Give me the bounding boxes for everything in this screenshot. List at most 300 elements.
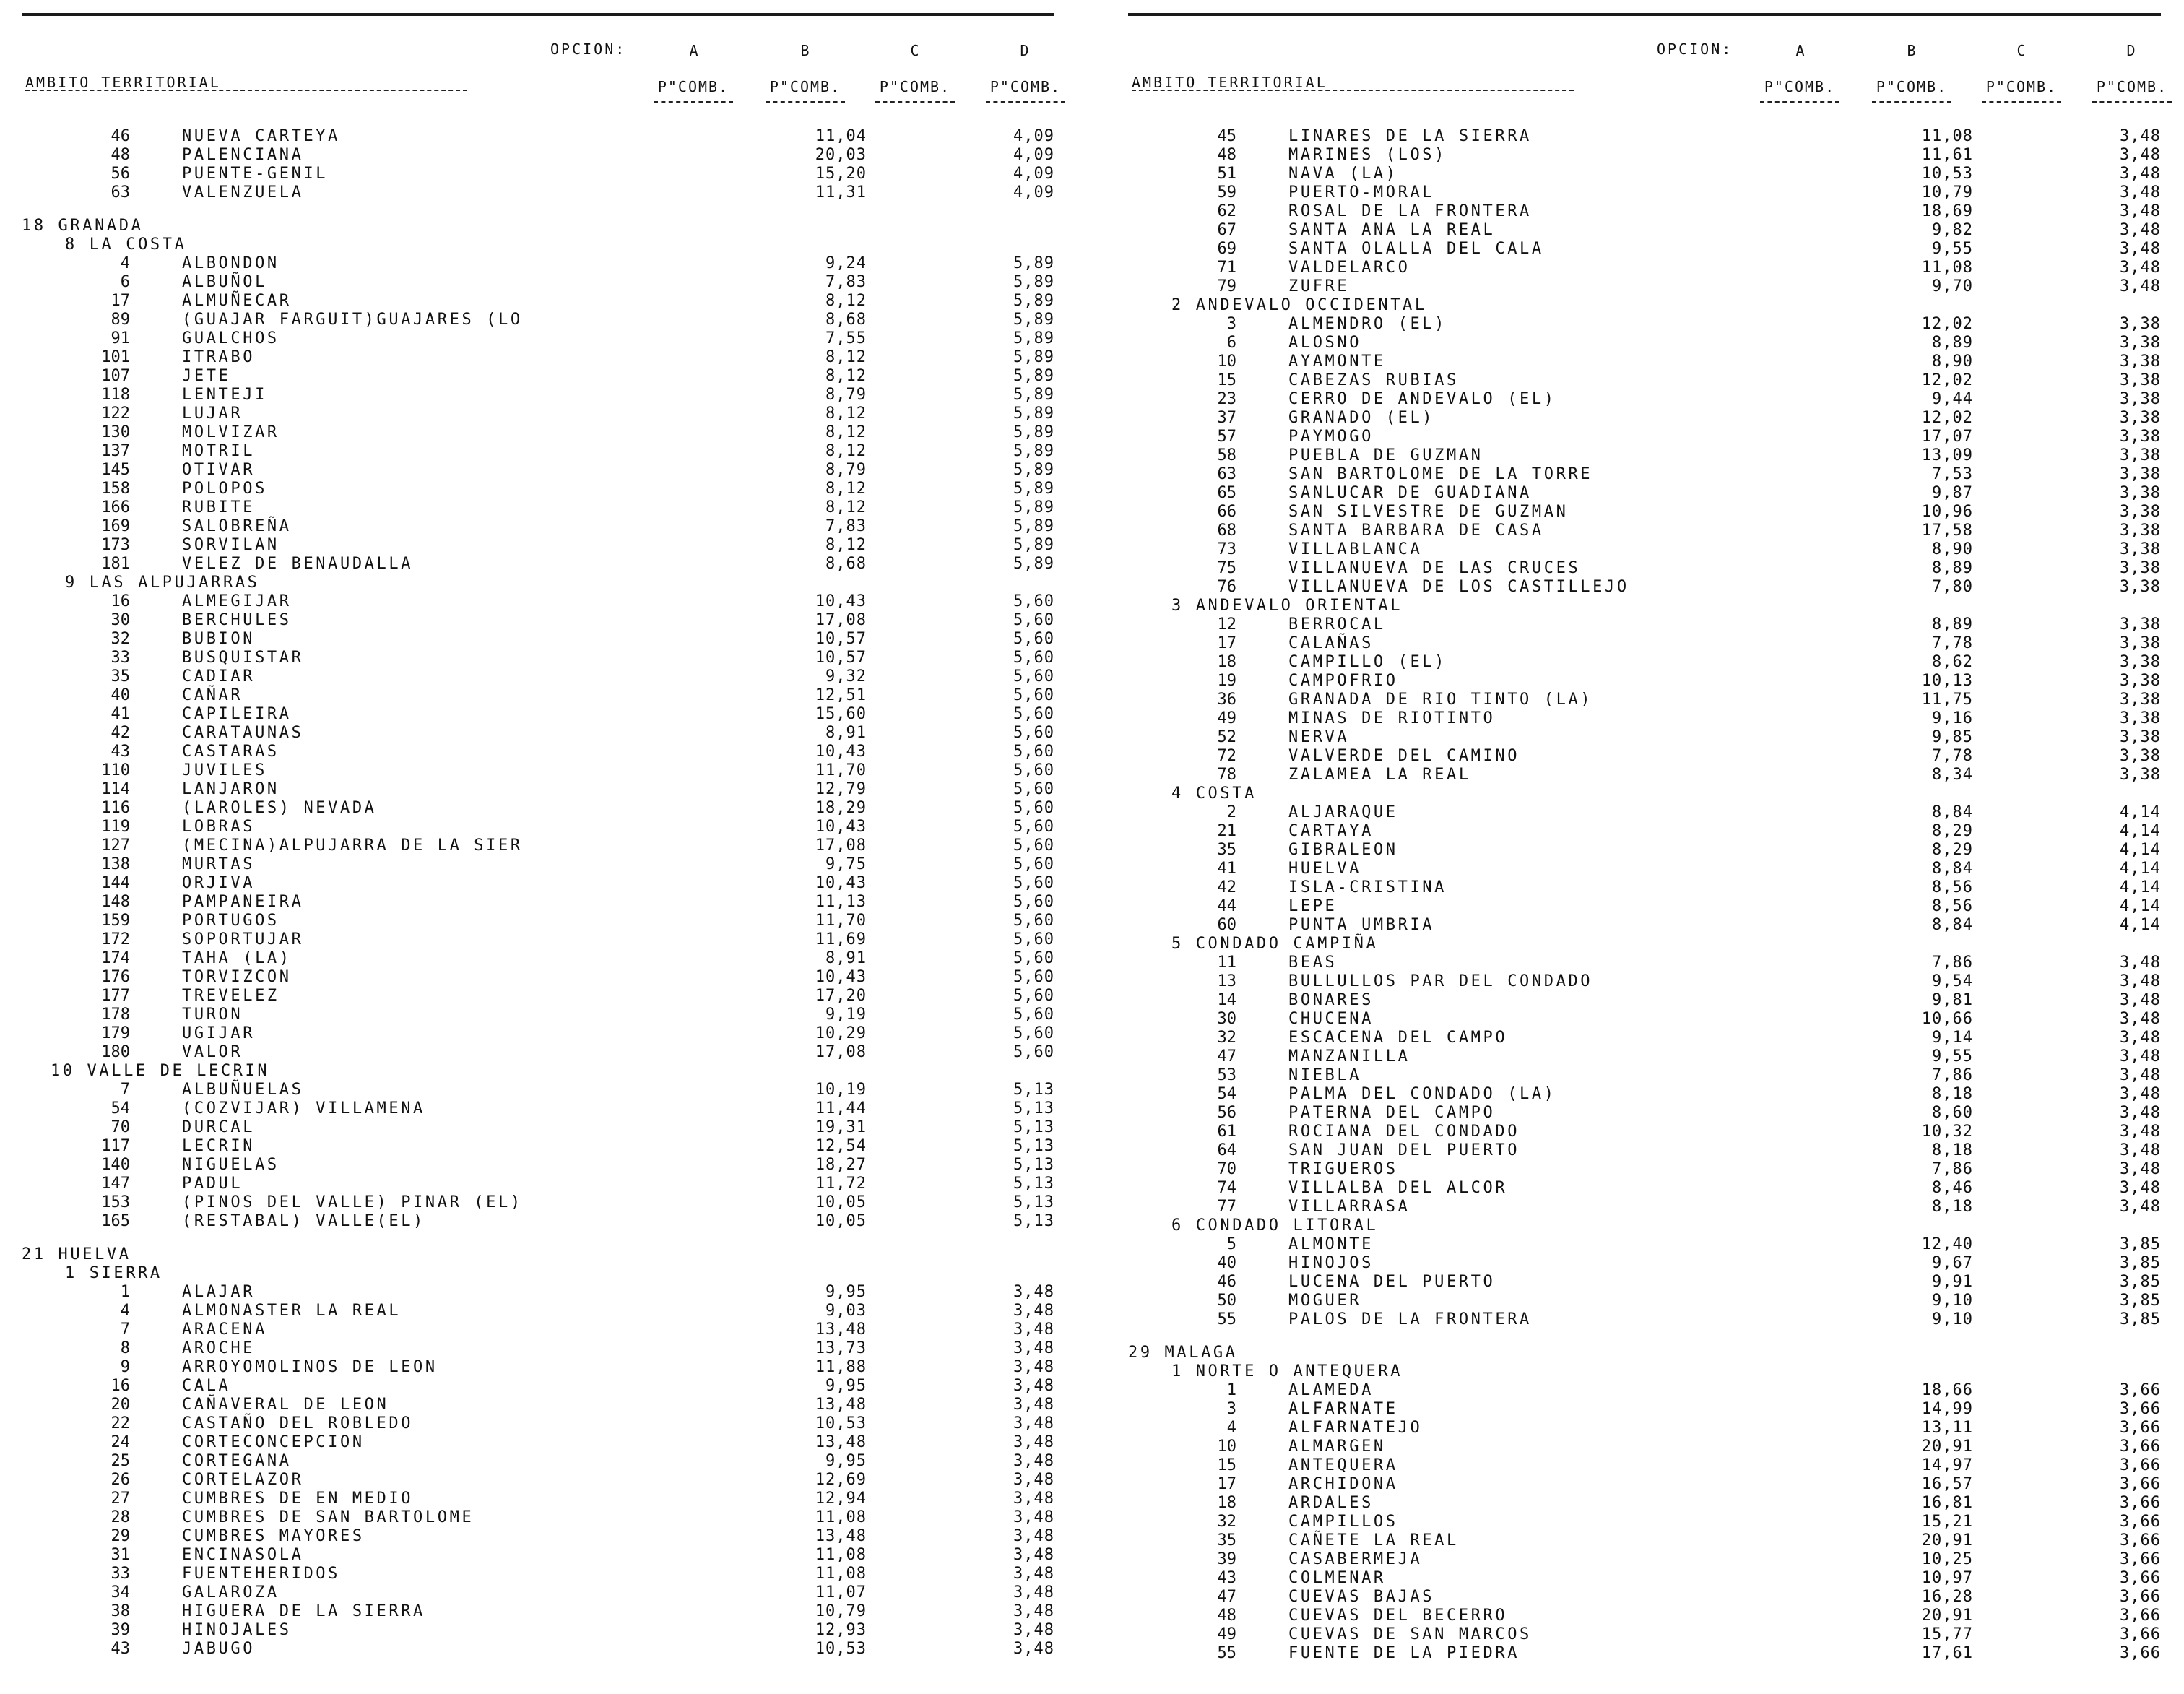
table-row — [1128, 522, 2168, 540]
option-d-value: 3,38 — [2120, 653, 2161, 671]
municipality-name: ALMARGEN — [1288, 1438, 1386, 1456]
option-b-value: 13,11 — [1921, 1419, 1973, 1437]
table-row — [22, 536, 1062, 555]
option-d-value: 3,66 — [2120, 1569, 2161, 1587]
table-row — [22, 165, 1062, 183]
option-b-value: 8,12 — [826, 292, 867, 310]
option-d-value: 3,48 — [2120, 165, 2161, 183]
municipality-name: TORVIZCON — [182, 968, 292, 986]
municipality-code: 36 — [1217, 691, 1236, 709]
table-row — [1128, 1085, 2168, 1104]
municipality-name: RUBITE — [182, 498, 256, 517]
comarca-heading-row — [1128, 1362, 2168, 1381]
option-d-value: 3,38 — [2120, 446, 2161, 464]
comb-header-c: P"COMB. — [1985, 78, 2058, 95]
municipality-name: CASABERMEJA — [1288, 1550, 1423, 1568]
option-d-value: 3,48 — [2120, 146, 2161, 164]
municipality-code: 7 — [120, 1321, 130, 1339]
comarca-heading-row — [22, 1264, 1062, 1283]
option-b-value: 12,69 — [815, 1471, 867, 1489]
municipality-code: 59 — [1217, 183, 1236, 202]
table-row — [22, 649, 1062, 667]
municipality-code: 14 — [1217, 991, 1236, 1009]
option-b-value: 8,68 — [826, 311, 867, 329]
option-b-value: 10,43 — [815, 743, 867, 761]
table-row — [22, 930, 1062, 949]
comarca-heading: 5 CONDADO CAMPIÑA — [1171, 935, 1379, 953]
option-d-value: 5,60 — [1013, 705, 1054, 723]
municipality-name: GUALCHOS — [182, 329, 280, 347]
option-d-value: 3,48 — [2120, 183, 2161, 202]
municipality-name: LUJAR — [182, 405, 243, 423]
option-d-value: 3,66 — [2120, 1531, 2161, 1550]
table-row — [1128, 803, 2168, 822]
municipality-code: 101 — [101, 348, 130, 366]
option-b-value: 8,12 — [826, 498, 867, 517]
option-b-value: 10,53 — [815, 1414, 867, 1432]
province-heading: 18 GRANADA — [22, 217, 144, 235]
municipality-name: TURON — [182, 1006, 243, 1024]
municipality-code: 140 — [101, 1156, 130, 1174]
table-row — [1128, 672, 2168, 691]
option-d-value: 5,89 — [1013, 329, 1054, 347]
option-d-value: 5,60 — [1013, 874, 1054, 892]
table-row — [1128, 1475, 2168, 1494]
option-b-value: 8,91 — [826, 949, 867, 967]
municipality-name: ZALAMEA LA REAL — [1288, 766, 1471, 784]
municipality-name: CARTAYA — [1288, 822, 1374, 840]
option-b-value: 9,03 — [826, 1302, 867, 1320]
table-row — [22, 1396, 1062, 1414]
option-d-value: 3,48 — [2120, 1010, 2161, 1028]
option-b-value: 9,70 — [1932, 277, 1973, 295]
option-d-value: 3,48 — [2120, 954, 2161, 972]
municipality-name: CUEVAS BAJAS — [1288, 1588, 1435, 1606]
option-b-value: 18,27 — [815, 1156, 867, 1174]
municipality-name: MARINES (LOS) — [1288, 146, 1447, 164]
option-d-value: 3,38 — [2120, 484, 2161, 502]
table-row — [22, 1024, 1062, 1043]
table-row — [1128, 428, 2168, 446]
option-d-value: 3,48 — [2120, 1085, 2161, 1103]
municipality-name: ARCHIDONA — [1288, 1475, 1398, 1493]
option-b-value: 10,32 — [1921, 1123, 1973, 1141]
table-row — [22, 1527, 1062, 1546]
option-b-value: 11,70 — [815, 761, 867, 779]
option-d-value: 4,14 — [2120, 803, 2161, 821]
table-row — [1128, 127, 2168, 146]
municipality-name: CORTECONCEPCION — [182, 1433, 365, 1451]
table-row — [1128, 540, 2168, 559]
table-row — [1128, 1531, 2168, 1550]
municipality-code: 63 — [1217, 465, 1236, 483]
table-row — [1128, 1010, 2168, 1029]
municipality-name: CASTARAS — [182, 743, 280, 761]
table-row — [22, 780, 1062, 799]
municipality-name: ALMEGIJAR — [182, 592, 292, 610]
municipality-name: CADIAR — [182, 667, 256, 686]
option-b-value: 8,18 — [1932, 1085, 1973, 1103]
option-b-value: 7,86 — [1932, 1160, 1973, 1178]
option-d-value: 5,89 — [1013, 442, 1054, 460]
option-d-value: 3,48 — [1013, 1414, 1054, 1432]
municipality-code: 122 — [101, 405, 130, 423]
table-row — [22, 1137, 1062, 1156]
table-row — [22, 1193, 1062, 1212]
option-d-value: 5,89 — [1013, 480, 1054, 498]
section-spacer — [1128, 1329, 2168, 1344]
option-b-value: 10,79 — [1921, 183, 1973, 202]
table-row — [1128, 1235, 2168, 1254]
table-row — [22, 423, 1062, 442]
municipality-code: 68 — [1217, 522, 1236, 540]
table-row — [1128, 202, 2168, 221]
municipality-name: ALBUÑUELAS — [182, 1081, 304, 1099]
municipality-name: ALBUÑOL — [182, 273, 267, 291]
comb-dash-b — [766, 101, 845, 103]
municipality-name: VILLANUEVA DE LOS CASTILLEJO — [1288, 578, 1629, 596]
option-d-value: 5,89 — [1013, 367, 1054, 385]
municipality-code: 49 — [1217, 1625, 1236, 1643]
table-row — [1128, 1141, 2168, 1160]
option-d-value: 3,48 — [1013, 1621, 1054, 1639]
table-row — [1128, 1550, 2168, 1569]
option-d-value: 3,85 — [2120, 1273, 2161, 1291]
comarca-heading-row — [22, 1062, 1062, 1081]
municipality-code: 61 — [1217, 1123, 1236, 1141]
option-d-value: 3,48 — [2120, 1123, 2161, 1141]
municipality-code: 6 — [1226, 334, 1236, 352]
table-row — [22, 630, 1062, 649]
municipality-name: HUELVA — [1288, 860, 1362, 878]
option-d-label: D — [1020, 42, 1031, 59]
option-b-value: 7,53 — [1932, 465, 1973, 483]
option-d-value: 3,48 — [1013, 1283, 1054, 1301]
municipality-code: 29 — [110, 1527, 130, 1545]
municipality-name: ALBONDON — [182, 254, 280, 272]
option-b-value: 15,21 — [1921, 1513, 1973, 1531]
municipality-code: 46 — [110, 127, 130, 145]
municipality-name: CAÑETE LA REAL — [1288, 1531, 1459, 1550]
municipality-code: 176 — [101, 968, 130, 986]
option-b-value: 13,48 — [815, 1321, 867, 1339]
table-row — [22, 818, 1062, 837]
municipality-name: VALVERDE DEL CAMINO — [1288, 747, 1520, 765]
option-b-value: 10,57 — [815, 649, 867, 667]
table-row — [1128, 465, 2168, 484]
option-b-value: 8,79 — [826, 461, 867, 479]
table-row — [22, 1081, 1062, 1099]
option-b-value: 8,90 — [1932, 540, 1973, 558]
option-d-value: 3,38 — [2120, 691, 2161, 709]
option-a-label: A — [1795, 42, 1807, 59]
option-d-value: 4,09 — [1013, 127, 1054, 145]
table-row — [1128, 822, 2168, 841]
municipality-name: ESCACENA DEL CAMPO — [1288, 1029, 1508, 1047]
municipality-name: (COZVIJAR) VILLAMENA — [182, 1099, 425, 1118]
municipality-name: VALDELARCO — [1288, 259, 1410, 277]
option-d-value: 5,60 — [1013, 686, 1054, 704]
option-d-value: 3,48 — [1013, 1302, 1054, 1320]
municipality-code: 12 — [1217, 615, 1236, 634]
opcion-label: OPCION: — [550, 40, 627, 58]
municipality-name: PALENCIANA — [182, 146, 304, 164]
option-b-value: 18,29 — [815, 799, 867, 817]
municipality-name: ZUFRE — [1288, 277, 1350, 295]
table-row — [1128, 559, 2168, 578]
comb-header-d: P"COMB. — [2096, 78, 2168, 95]
option-b-value: 9,55 — [1932, 240, 1973, 258]
province-heading: 21 HUELVA — [22, 1245, 131, 1263]
municipality-code: 46 — [1217, 1273, 1236, 1291]
option-b-value: 8,12 — [826, 442, 867, 460]
option-b-value: 12,02 — [1921, 409, 1973, 427]
table-row — [1128, 315, 2168, 334]
municipality-name: MURTAS — [182, 855, 256, 873]
municipality-code: 62 — [1217, 202, 1236, 220]
option-b-value: 15,20 — [815, 165, 867, 183]
municipality-code: 177 — [101, 987, 130, 1005]
option-b-value: 17,20 — [815, 987, 867, 1005]
municipality-name: LOBRAS — [182, 818, 256, 836]
table-row — [22, 799, 1062, 818]
option-d-value: 3,48 — [2120, 127, 2161, 145]
option-d-value: 3,48 — [1013, 1490, 1054, 1508]
municipality-code: 4 — [120, 1302, 130, 1320]
comb-header-b: P"COMB. — [1876, 78, 1948, 95]
municipality-name: CHUCENA — [1288, 1010, 1374, 1028]
option-b-label: B — [1907, 42, 1918, 59]
option-d-value: 5,89 — [1013, 555, 1054, 573]
option-d-value: 3,48 — [1013, 1527, 1054, 1545]
option-b-value: 9,75 — [826, 855, 867, 873]
option-d-value: 3,48 — [1013, 1583, 1054, 1602]
comarca-heading: 4 COSTA — [1171, 785, 1257, 803]
table-row — [22, 667, 1062, 686]
option-d-value: 5,13 — [1013, 1156, 1054, 1174]
comarca-heading: 1 SIERRA — [65, 1264, 162, 1282]
table-row — [22, 1471, 1062, 1490]
municipality-code: 43 — [1217, 1569, 1236, 1587]
municipality-name: (PINOS DEL VALLE) PINAR (EL) — [182, 1193, 523, 1211]
municipality-code: 138 — [101, 855, 130, 873]
table-row — [22, 1508, 1062, 1527]
municipality-code: 172 — [101, 930, 130, 948]
option-b-value: 7,86 — [1932, 1066, 1973, 1084]
option-d-value: 5,60 — [1013, 724, 1054, 742]
municipality-code: 35 — [1217, 841, 1236, 859]
municipality-code: 158 — [101, 480, 130, 498]
municipality-code: 17 — [1217, 634, 1236, 652]
municipality-code: 42 — [110, 724, 130, 742]
municipality-name: CUMBRES MAYORES — [182, 1527, 365, 1545]
municipality-name: (MECINA)ALPUJARRA DE LA SIER — [182, 837, 523, 855]
option-b-value: 14,99 — [1921, 1400, 1973, 1418]
option-d-value: 3,48 — [1013, 1339, 1054, 1357]
left-page-column — [22, 0, 1083, 1694]
table-row — [22, 348, 1062, 367]
table-row — [22, 442, 1062, 461]
table-row — [22, 1377, 1062, 1396]
table-row — [1128, 484, 2168, 503]
table-row — [22, 273, 1062, 292]
municipality-name: CABEZAS RUBIAS — [1288, 371, 1459, 389]
table-row — [22, 968, 1062, 987]
municipality-code: 47 — [1217, 1047, 1236, 1066]
municipality-code: 18 — [1217, 653, 1236, 671]
municipality-name: CORTEGANA — [182, 1452, 292, 1470]
comarca-heading: 10 VALLE DE LECRIN — [51, 1062, 270, 1080]
option-b-value: 8,60 — [1932, 1104, 1973, 1122]
municipality-name: LENTEJI — [182, 386, 267, 404]
table-row — [22, 1302, 1062, 1321]
option-b-label: B — [800, 42, 812, 59]
option-d-value: 5,60 — [1013, 611, 1054, 629]
municipality-name: CUMBRES DE SAN BARTOLOME — [182, 1508, 474, 1526]
option-b-value: 8,18 — [1932, 1198, 1973, 1216]
option-d-value: 3,38 — [2120, 465, 2161, 483]
table-row — [1128, 503, 2168, 522]
option-b-value: 10,53 — [815, 1640, 867, 1658]
table-row — [1128, 615, 2168, 634]
municipality-code: 9 — [120, 1358, 130, 1376]
table-row — [22, 1414, 1062, 1433]
option-b-value: 8,89 — [1932, 559, 1973, 577]
municipality-name: CUEVAS DE SAN MARCOS — [1288, 1625, 1532, 1643]
municipality-code: 30 — [110, 611, 130, 629]
option-b-value: 16,57 — [1921, 1475, 1973, 1493]
option-b-value: 10,57 — [815, 630, 867, 648]
municipality-name: ALAMEDA — [1288, 1381, 1374, 1399]
municipality-name: VILLANUEVA DE LAS CRUCES — [1288, 559, 1581, 577]
option-b-value: 11,07 — [815, 1583, 867, 1602]
municipality-name: (RESTABAL) VALLE(EL) — [182, 1212, 425, 1230]
municipality-code: 1 — [120, 1283, 130, 1301]
municipality-code: 49 — [1217, 709, 1236, 727]
option-d-value: 3,38 — [2120, 371, 2161, 389]
table-row — [22, 329, 1062, 348]
province-heading-row — [22, 1245, 1062, 1264]
option-b-value: 11,04 — [815, 127, 867, 145]
option-d-value: 5,89 — [1013, 273, 1054, 291]
municipality-name: BONARES — [1288, 991, 1374, 1009]
option-b-value: 10,19 — [815, 1081, 867, 1099]
table-row — [1128, 1494, 2168, 1513]
table-row — [1128, 1419, 2168, 1438]
option-d-value: 3,48 — [1013, 1508, 1054, 1526]
municipality-name: ARROYOMOLINOS DE LEON — [182, 1358, 438, 1376]
municipality-name: ALMUÑECAR — [182, 292, 292, 310]
comarca-heading: 6 CONDADO LITORAL — [1171, 1217, 1379, 1235]
table-row — [22, 555, 1062, 574]
comarca-heading-row — [22, 574, 1062, 592]
municipality-name: VILLALBA DEL ALCOR — [1288, 1179, 1508, 1197]
municipality-name: ITRABO — [182, 348, 256, 366]
option-b-value: 8,34 — [1932, 766, 1973, 784]
municipality-name: VILLABLANCA — [1288, 540, 1423, 558]
option-b-value: 8,12 — [826, 423, 867, 441]
municipality-code: 117 — [101, 1137, 130, 1155]
option-d-value: 5,89 — [1013, 292, 1054, 310]
table-row — [1128, 277, 2168, 296]
table-row — [1128, 221, 2168, 240]
table-row — [22, 461, 1062, 480]
table-row — [1128, 1456, 2168, 1475]
province-heading-row — [22, 217, 1062, 235]
option-b-value: 12,40 — [1921, 1235, 1973, 1253]
municipality-name: ROCIANA DEL CONDADO — [1288, 1123, 1520, 1141]
municipality-code: 3 — [1226, 315, 1236, 333]
table-row — [1128, 146, 2168, 165]
option-b-value: 9,91 — [1932, 1273, 1973, 1291]
option-b-value: 9,55 — [1932, 1047, 1973, 1066]
municipality-code: 3 — [1226, 1400, 1236, 1418]
option-b-value: 9,32 — [826, 667, 867, 686]
option-b-value: 11,72 — [815, 1175, 867, 1193]
option-d-value: 3,48 — [1013, 1433, 1054, 1451]
comb-dash-a — [654, 101, 733, 103]
table-row — [1128, 1198, 2168, 1217]
table-row — [22, 405, 1062, 423]
option-b-value: 7,83 — [826, 273, 867, 291]
table-row — [22, 517, 1062, 536]
municipality-code: 4 — [1226, 1419, 1236, 1437]
municipality-code: 27 — [110, 1490, 130, 1508]
option-d-value: 3,48 — [2120, 991, 2161, 1009]
comb-dash-c — [1982, 101, 2061, 103]
municipality-code: 118 — [101, 386, 130, 404]
option-b-value: 8,12 — [826, 348, 867, 366]
option-d-value: 3,48 — [1013, 1396, 1054, 1414]
option-d-value: 4,14 — [2120, 860, 2161, 878]
option-d-value: 5,60 — [1013, 818, 1054, 836]
municipality-name: SAN JUAN DEL PUERTO — [1288, 1141, 1520, 1159]
municipality-code: 165 — [101, 1212, 130, 1230]
table-row — [1128, 259, 2168, 277]
option-b-value: 17,58 — [1921, 522, 1973, 540]
option-b-value: 8,18 — [1932, 1141, 1973, 1159]
table-row — [22, 761, 1062, 780]
municipality-code: 119 — [101, 818, 130, 836]
table-row — [1128, 1381, 2168, 1400]
municipality-code: 44 — [1217, 897, 1236, 915]
option-b-value: 12,79 — [815, 780, 867, 798]
option-d-value: 5,13 — [1013, 1118, 1054, 1136]
table-row — [22, 1452, 1062, 1471]
option-b-value: 8,84 — [1932, 803, 1973, 821]
option-b-value: 10,43 — [815, 968, 867, 986]
municipality-name: PADUL — [182, 1175, 243, 1193]
municipality-code: 34 — [110, 1583, 130, 1602]
municipality-code: 110 — [101, 761, 130, 779]
municipality-code: 15 — [1217, 371, 1236, 389]
municipality-code: 2 — [1226, 803, 1236, 821]
option-d-value: 3,48 — [2120, 1104, 2161, 1122]
option-d-value: 5,89 — [1013, 405, 1054, 423]
option-b-value: 7,78 — [1932, 634, 1973, 652]
comarca-heading: 8 LA COSTA — [65, 235, 187, 254]
municipality-code: 64 — [1217, 1141, 1236, 1159]
municipality-code: 15 — [1217, 1456, 1236, 1474]
option-d-value: 5,13 — [1013, 1081, 1054, 1099]
option-b-value: 20,91 — [1921, 1531, 1973, 1550]
municipality-name: COLMENAR — [1288, 1569, 1386, 1587]
municipality-code: 174 — [101, 949, 130, 967]
table-row — [22, 1583, 1062, 1602]
municipality-code: 74 — [1217, 1179, 1236, 1197]
option-d-value: 3,38 — [2120, 428, 2161, 446]
municipality-name: TRIGUEROS — [1288, 1160, 1398, 1178]
